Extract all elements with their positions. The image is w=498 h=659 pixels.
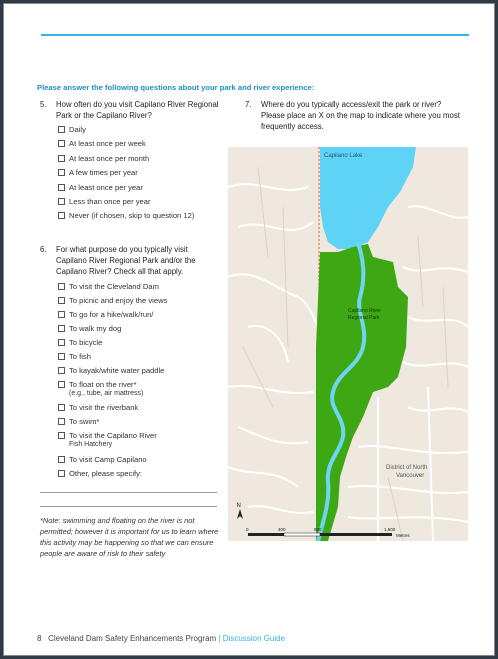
district-label-line-2: Vancouver	[396, 473, 425, 479]
scale-label-2: 800	[314, 527, 322, 532]
q6-option-label: To visit the Cleveland Dam	[69, 282, 159, 291]
checkbox[interactable]	[58, 339, 65, 346]
park-label-line-1: Capilano River	[348, 308, 381, 314]
checkbox[interactable]	[58, 198, 65, 205]
q5-option[interactable]	[58, 168, 138, 177]
checkbox[interactable]	[58, 456, 65, 463]
checkbox[interactable]	[58, 140, 65, 147]
question-6-text: For what purpose do you typically visit Capilano River Regional Park and/or the Capilano River? Check all that apply.	[56, 245, 196, 276]
q6-option[interactable]	[58, 469, 142, 478]
checkbox[interactable]	[58, 418, 65, 425]
checkbox[interactable]	[58, 297, 65, 304]
q6-option[interactable]	[58, 455, 147, 464]
q5-option[interactable]	[58, 154, 149, 163]
checkbox[interactable]	[58, 311, 65, 318]
q5-option[interactable]	[58, 183, 143, 192]
checkbox[interactable]	[58, 404, 65, 411]
q6-option[interactable]	[58, 338, 102, 347]
scale-label-1: 400	[278, 527, 286, 532]
park-label-line-2: Regional Park	[348, 315, 380, 321]
section-intro: Please answer the following questions about your park and river experience:	[37, 83, 315, 92]
question-5-number: 5.	[40, 100, 47, 109]
checkbox[interactable]	[58, 169, 65, 176]
checkbox[interactable]	[58, 381, 65, 388]
question-7	[245, 99, 460, 132]
q6-option[interactable]	[58, 282, 159, 291]
q5-option[interactable]	[58, 139, 146, 148]
q6-option-sublabel: (e.g., tube, air mattress)	[69, 390, 144, 397]
q5-option-label: At least once per week	[69, 139, 146, 149]
q6-option[interactable]	[58, 403, 138, 412]
question-6	[40, 244, 220, 277]
district-label-line-1: District of North	[386, 465, 428, 471]
park-map-graphic[interactable]	[228, 147, 468, 541]
scale-label-3: 1,600	[384, 527, 396, 532]
q6-option-label: To fish	[69, 352, 91, 361]
q6-option-label: To kayak/white water paddle	[69, 366, 165, 375]
checkbox[interactable]	[58, 155, 65, 162]
north-label: N	[236, 503, 241, 509]
q5-option-label: At least once per year	[69, 182, 143, 192]
other-specify-line	[40, 492, 217, 493]
footer-title: Cleveland Dam Safety Enhancements Program	[48, 634, 217, 643]
page-footer	[37, 634, 285, 643]
q6-option-label: To go for a hike/walk/run/	[69, 310, 154, 319]
q6-option-label: Other, please specify:	[69, 469, 143, 478]
q6-option-label: To visit the Capilano River	[69, 431, 157, 440]
q6-option-label: To visit the riverbank	[69, 403, 139, 412]
q5-option-label: A few times per year	[69, 168, 138, 178]
q6-option[interactable]	[58, 366, 164, 375]
q6-option-label: To bicycle	[69, 338, 103, 347]
q6-option-sublabel: Fish Hatchery	[69, 441, 113, 448]
q6-option[interactable]	[58, 380, 143, 398]
q6-option-label: To swim*	[69, 417, 100, 426]
checkbox[interactable]	[58, 126, 65, 133]
q6-option-label: To walk my dog	[69, 324, 122, 333]
checkbox[interactable]	[58, 325, 65, 332]
page-number: 8	[37, 634, 42, 643]
question-6-number: 6.	[40, 245, 47, 254]
q6-option[interactable]	[58, 431, 157, 449]
swimming-note: *Note: swimming and floating on the river is not permitted; however it is important for us to learn where this activity may be happening so that we can ensure people are aware of risk to their safety	[40, 516, 219, 558]
q6-option[interactable]	[58, 324, 121, 333]
footer-separator: |	[218, 634, 221, 643]
checkbox[interactable]	[58, 432, 65, 439]
checkbox[interactable]	[58, 283, 65, 290]
checkbox[interactable]	[58, 184, 65, 191]
q6-option-label: To picnic and enjoy the views	[69, 296, 168, 305]
note-divider	[40, 506, 217, 507]
q6-option[interactable]	[58, 296, 167, 305]
checkbox[interactable]	[58, 353, 65, 360]
checkbox[interactable]	[58, 212, 65, 219]
question-5-text: How often do you visit Capilano River Regional Park or the Capilano River?	[56, 100, 219, 120]
q6-option-label: To visit Camp Capilano	[69, 455, 147, 464]
question-5	[40, 99, 220, 121]
q5-option-label: At least once per month	[69, 153, 150, 163]
footer-subtitle: Discussion Guide	[222, 634, 286, 643]
q6-option[interactable]	[58, 417, 99, 426]
q6-option[interactable]	[58, 352, 91, 361]
question-7-text: Where do you typically access/exit the park or river? Please place an X on the map to indicate where you most frequently access.	[261, 100, 460, 131]
q6-option-label: To float on the river*	[69, 380, 137, 389]
q5-option-label: Never (if chosen, skip to question 12)	[69, 211, 195, 221]
question-7-number: 7.	[245, 100, 252, 109]
q6-option[interactable]	[58, 310, 153, 319]
header-rule	[41, 34, 469, 36]
scale-unit: Metres	[396, 533, 410, 538]
lake-label: Capilano Lake	[324, 153, 363, 159]
checkbox[interactable]	[58, 470, 65, 477]
q5-option[interactable]	[58, 197, 150, 206]
park-map[interactable]	[228, 147, 468, 541]
checkbox[interactable]	[58, 367, 65, 374]
q5-option-label: Daily	[69, 125, 86, 134]
q5-option-label: Less than once per year	[69, 197, 151, 206]
scale-label-0: 0	[246, 527, 249, 532]
q5-option[interactable]	[58, 125, 86, 134]
q5-option[interactable]	[58, 211, 194, 220]
